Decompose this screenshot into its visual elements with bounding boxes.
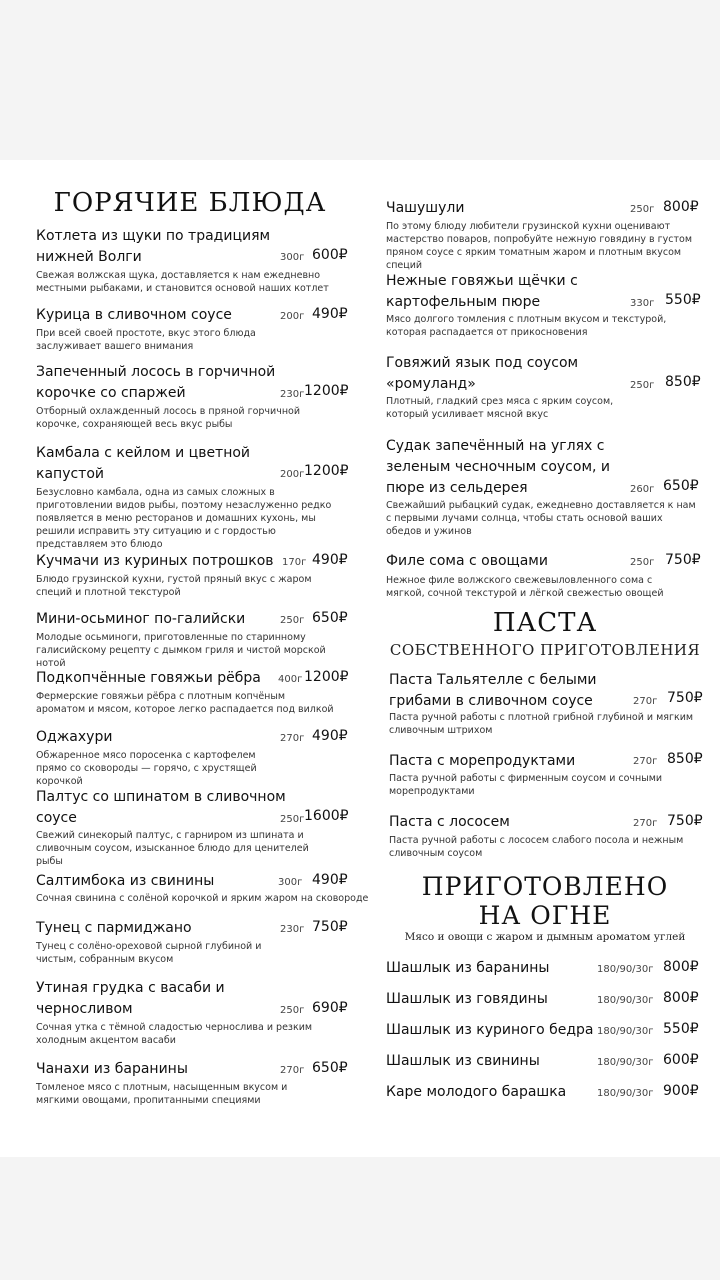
- dish-description-wrap: [36, 572, 336, 599]
- dish-description-wrap: [386, 219, 696, 272]
- dish-description-wrap: [36, 630, 346, 670]
- grill-item-price: 600₽: [663, 1052, 699, 1068]
- dish-weight: 300г: [278, 877, 303, 888]
- dish-price: 1200₽: [304, 383, 349, 399]
- dish-description-wrap: [36, 748, 286, 788]
- dish-weight: 270г: [280, 1065, 305, 1076]
- dish-price: 750₽: [667, 690, 703, 706]
- dish-weight: 170г: [282, 557, 307, 568]
- dish-description-wrap: [389, 771, 699, 798]
- grill-item-name: Шашлык из баранины: [386, 960, 550, 976]
- dish-description: Томленое мясо с плотным, насыщенным вкусом и мягкими овощами, пропитанными специями: [36, 1082, 288, 1106]
- grill-item-weight: 180/90/30г: [597, 995, 654, 1006]
- fire-title-line1: ПРИГОТОВЛЕНО: [421, 872, 669, 901]
- dish-weight: 200г: [280, 469, 305, 480]
- dish-price: 650₽: [663, 478, 699, 494]
- grill-item-price: 800₽: [663, 990, 699, 1006]
- menu-item: [36, 226, 276, 268]
- dish-name: Запеченный лосось в горчичной корочке со спаржей: [36, 364, 276, 401]
- dish-price: 750₽: [667, 813, 703, 829]
- dish-description-wrap: [36, 268, 346, 295]
- menu-item: [36, 1059, 276, 1080]
- dish-weight: 250г: [280, 615, 305, 626]
- dish-price: 490₽: [312, 728, 348, 744]
- menu-item: [386, 198, 616, 219]
- dish-name: Подкопчённые говяжьи рёбра: [36, 670, 261, 686]
- dish-weight: 250г: [630, 204, 655, 215]
- dish-description-wrap: [36, 1080, 306, 1107]
- dish-description: Плотный, гладкий срез мяса с ярким соусом, который усиливает мясной вкус: [386, 396, 614, 420]
- dish-description-wrap: [36, 1020, 316, 1047]
- dish-name: Говяжий язык под соусом «ромуланд»: [386, 355, 579, 392]
- dish-price: 1600₽: [304, 808, 349, 824]
- dish-weight: 250г: [280, 1005, 305, 1016]
- dish-description-wrap: [36, 326, 316, 353]
- dish-name: Мини-осьминог по-галийски: [36, 611, 246, 627]
- grill-item-weight: 180/90/30г: [597, 1057, 654, 1068]
- pasta-title: ПАСТА: [492, 608, 598, 638]
- dish-weight: 250г: [630, 557, 655, 568]
- dish-name: Курица в сливочном соусе: [36, 307, 232, 323]
- dish-name: Камбала с кейлом и цветной капустой: [36, 445, 251, 482]
- menu-item: [386, 353, 606, 395]
- dish-description: Блюдо грузинской кухни, густой пряный вкус с жаром специй и плотной текстурой: [36, 574, 312, 598]
- dish-description: Свежий синекорый палтус, с гарниром из шпината и сливочным соусом, изысканное блюдо для ценителей рыбы: [36, 830, 309, 867]
- dish-description: Фермерские говяжьи рёбра с плотным копчёным ароматом и мясом, которое легко распадается под вилкой: [36, 691, 334, 715]
- dish-weight: 300г: [280, 252, 305, 263]
- dish-description-wrap: [36, 828, 326, 868]
- dish-weight: 330г: [630, 298, 655, 309]
- dish-description: Паста ручной работы с фирменным соусом и сочными морепродуктами: [389, 773, 663, 797]
- dish-description: Нежное филе волжского свежевыловленного сома с мягкой, сочной текстурой и лёгкой свежестью овощей: [386, 575, 664, 599]
- menu-item: [36, 305, 276, 326]
- menu-item: [386, 551, 616, 572]
- grill-item-price: 900₽: [663, 1083, 699, 1099]
- menu-item: [36, 727, 276, 748]
- dish-description-wrap: [386, 394, 656, 421]
- dish-description: Сочная утка с тёмной сладостью чернослива и резким холодным акцентом васаби: [36, 1022, 313, 1046]
- dish-description-wrap: [386, 573, 686, 600]
- menu-item: [36, 787, 286, 829]
- dish-description: Тунец с солёно-ореховой сырной глубиной и чистым, собранным вкусом: [36, 941, 262, 965]
- dish-description: Отборный охлажденный лосось в пряной горчичной корочке, сохраняющей весь вкус рыбы: [36, 406, 301, 430]
- dish-description: Обжаренное мясо поросенка с картофелем прямо со сковороды — горячо, с хрустящей корочкой: [36, 750, 257, 787]
- dish-weight: 250г: [630, 380, 655, 391]
- dish-price: 690₽: [312, 1000, 348, 1016]
- grill-item-weight: 180/90/30г: [597, 964, 654, 975]
- menu-item: [36, 551, 286, 572]
- dish-price: 490₽: [312, 552, 348, 568]
- dish-description-wrap: [36, 404, 346, 431]
- grill-item-name: Каре молодого барашка: [386, 1084, 567, 1100]
- dish-description-wrap: [389, 833, 699, 860]
- dish-name: Салтимбока из свинины: [36, 873, 215, 889]
- dish-price: 850₽: [665, 374, 701, 390]
- dish-name: Кучмачи из куриных потрошков: [36, 553, 274, 569]
- dish-description: Безусловно камбала, одна из самых сложных в приготовлении видов рыбы, поэтому незаслуженно редко появляется в меню ресторанов и домашних кухонь, мы решили исправить эту ситуацию и с гордостью представляем это блюдо: [36, 487, 332, 550]
- dish-description-wrap: [36, 689, 336, 716]
- grill-item-name: Шашлык из говядины: [386, 991, 548, 1007]
- dish-weight: 230г: [280, 924, 305, 935]
- dish-description-wrap: [386, 498, 696, 538]
- dish-weight: 270г: [280, 733, 305, 744]
- dish-price: 600₽: [312, 247, 348, 263]
- dish-name: Паста с лососем: [389, 814, 510, 830]
- dish-description: Паста ручной работы с плотной грибной глубиной и мягким сливочным штрихом: [389, 712, 694, 736]
- menu-item: [389, 812, 619, 833]
- menu-item: [36, 362, 276, 404]
- grill-item-weight: 180/90/30г: [597, 1026, 654, 1037]
- dish-weight: 270г: [633, 696, 658, 707]
- grill-item-weight: 180/90/30г: [597, 1088, 654, 1099]
- dish-price: 800₽: [663, 199, 699, 215]
- dish-price: 1200₽: [304, 669, 349, 685]
- dish-weight: 270г: [633, 818, 658, 829]
- dish-name: Тунец с пармиджано: [36, 920, 192, 936]
- menu-item: [36, 978, 226, 1020]
- grill-item-name: Шашлык из куриного бедра: [386, 1022, 594, 1038]
- grill-item-price: 800₽: [663, 959, 699, 975]
- menu-item: [389, 751, 619, 772]
- dish-price: 650₽: [312, 610, 348, 626]
- dish-description-wrap: [36, 939, 296, 966]
- menu-item: [389, 670, 609, 712]
- pasta-subtitle: СОБСТВЕННОГО ПРИГОТОВЛЕНИЯ: [389, 641, 701, 659]
- dish-description: Молодые осьминоги, приготовленные по старинному галисийскому рецепту с дымком гриля и чистой морской нотой: [36, 632, 326, 669]
- dish-name: Утиная грудка с васаби и черносливом: [36, 980, 225, 1017]
- fire-title-line2: НА ОГНЕ: [478, 901, 612, 930]
- dish-description-wrap: [389, 710, 709, 737]
- menu-item: [36, 609, 286, 630]
- dish-description: Свежая волжская щука, доставляется к нам ежедневно местными рыбаками, и становится основой наших котлет: [36, 270, 329, 294]
- dish-description: Свежайший рыбацкий судак, ежедневно доставляется к нам с первыми лучами солнца, чтобы стать основой ваших обедов и ужинов: [386, 500, 696, 537]
- menu-item: [386, 436, 616, 499]
- dish-name: Чашушули: [386, 200, 465, 216]
- dish-name: Нежные говяжьи щёчки с картофельным пюре: [386, 273, 578, 310]
- dish-name: Чанахи из баранины: [36, 1061, 188, 1077]
- hot-dishes-title: ГОРЯЧИЕ БЛЮДА: [53, 188, 327, 218]
- dish-price: 750₽: [312, 919, 348, 935]
- dish-name: Паста с морепродуктами: [389, 753, 576, 769]
- menu-item: [386, 271, 606, 313]
- dish-price: 1200₽: [304, 463, 349, 479]
- dish-weight: 400г: [278, 674, 303, 685]
- dish-description-wrap: [36, 485, 336, 551]
- dish-weight: 270г: [633, 756, 658, 767]
- dish-weight: 200г: [280, 311, 305, 322]
- dish-price: 650₽: [312, 1060, 348, 1076]
- dish-weight: 230г: [280, 389, 305, 400]
- dish-price: 490₽: [312, 872, 348, 888]
- dish-name: Филе сома с овощами: [386, 553, 548, 569]
- menu-page: [0, 160, 720, 1157]
- dish-price: 490₽: [312, 306, 348, 322]
- dish-description: При всей своей простоте, вкус этого блюда заслуживает вашего внимания: [36, 328, 256, 352]
- dish-weight: 260г: [630, 484, 655, 495]
- grill-item-price: 550₽: [663, 1021, 699, 1037]
- dish-description: Паста ручной работы с лососем слабого посола и нежным сливочным соусом: [389, 835, 684, 859]
- dish-description-wrap: [386, 312, 686, 339]
- grill-item-name: Шашлык из свинины: [386, 1053, 540, 1069]
- dish-name: Паста Тальятелле с белыми грибами в сливочном соусе: [389, 672, 597, 709]
- dish-name: Оджахури: [36, 729, 113, 745]
- dish-description: По этому блюду любители грузинской кухни оценивают мастерство поваров, попробуйте нежную говядину в густом пряном соусе с ярким томатным жаром и плотным вкусом специй: [386, 221, 693, 271]
- dish-weight: 250г: [280, 814, 305, 825]
- dish-description-wrap: [36, 891, 369, 905]
- menu-item: [36, 871, 276, 892]
- dish-description: Мясо долгого томления с плотным вкусом и текстурой, которая распадается от прикосновения: [386, 314, 667, 338]
- fire-subtitle: Мясо и овощи с жаром и дымным ароматом углей: [404, 931, 686, 943]
- menu-item: [36, 443, 276, 485]
- dish-description: Сочная свинина с солёной корочкой и ярким жаром на сковороде: [36, 893, 369, 904]
- dish-name: Котлета из щуки по традициям нижней Волги: [36, 228, 271, 265]
- dish-price: 850₽: [667, 751, 703, 767]
- dish-price: 750₽: [665, 552, 701, 568]
- dish-name: Палтус со шпинатом в сливочном соусе: [36, 789, 286, 826]
- dish-price: 550₽: [665, 292, 701, 308]
- menu-item: [36, 918, 276, 939]
- dish-name: Судак запечённый на углях с зеленым чесночным соусом, и пюре из сельдерея: [386, 438, 610, 496]
- menu-item: [36, 668, 286, 689]
